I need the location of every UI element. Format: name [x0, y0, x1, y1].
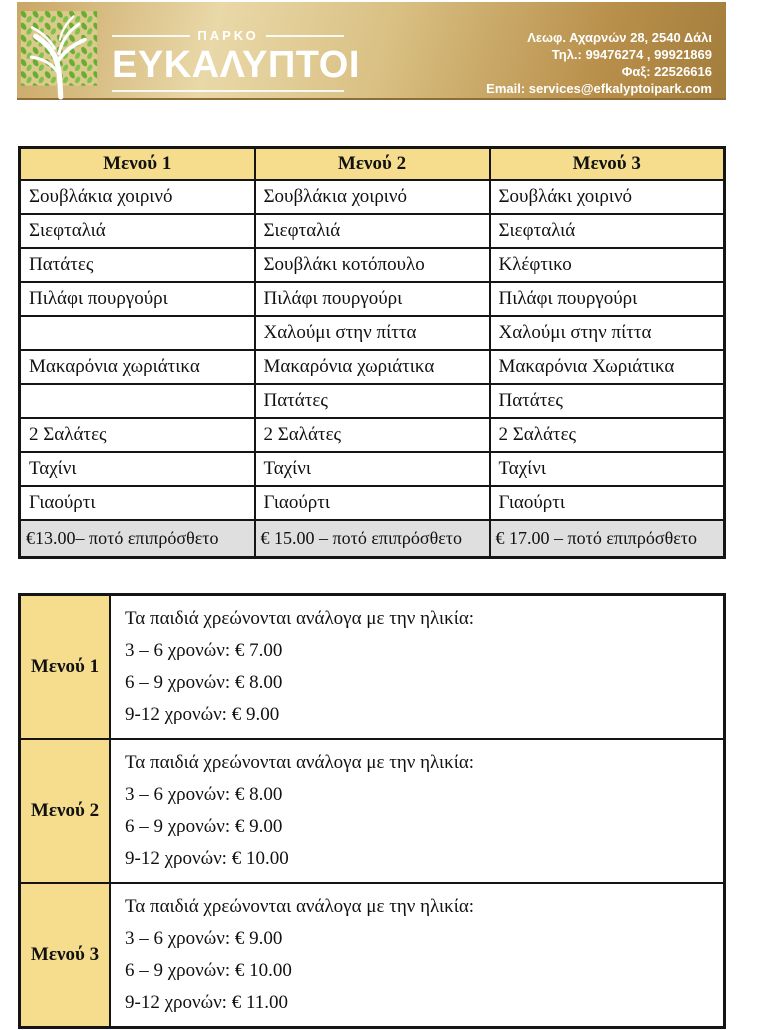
- menu-3-item-cell: Μακαρόνια Χωριάτικα: [490, 350, 725, 384]
- contact-address: Λεωφ. Αχαρνών 28, 2540 Δάλι: [527, 30, 712, 45]
- contact-fax: Φαξ: 22526616: [621, 64, 712, 79]
- menu-2-children-pricing-cell: [110, 739, 725, 883]
- decorative-line-right: [266, 35, 344, 37]
- menu-3-label-cell: Μενού 3: [20, 883, 111, 1028]
- park-name: ΕΥΚΑΛΥΠΤΟΙ: [112, 44, 360, 86]
- menu-3-item-cell: Σιεφταλιά: [490, 214, 725, 248]
- menu-item-row: [20, 248, 725, 282]
- park-label: ΠΑΡΚΟ: [197, 28, 259, 43]
- children-row-menu-2: [20, 739, 725, 883]
- menu-3-header-cell: Μενού 3: [490, 148, 725, 181]
- menu-2-item-cell: Πατάτες: [255, 384, 490, 418]
- age-price-line: 9-12 χρονών: € 9.00: [125, 704, 280, 725]
- menu-item-row: [20, 282, 725, 316]
- menu-item-row: [20, 486, 725, 520]
- menu-item-row: [20, 316, 725, 350]
- menu-item-row: [20, 418, 725, 452]
- age-price-line: 9-12 χρονών: € 10.00: [125, 848, 289, 869]
- menus-header-row: [20, 148, 725, 181]
- menu-1-header-cell: Μενού 1: [20, 148, 255, 181]
- menu-item-row: [20, 350, 725, 384]
- decorative-underline: [112, 90, 344, 92]
- menu-1-item-cell: Πατάτες: [20, 248, 255, 282]
- age-price-line: 3 – 6 χρονών: € 8.00: [125, 784, 283, 805]
- menu-1-item-cell: [20, 316, 255, 350]
- menu-item-row: [20, 452, 725, 486]
- age-price-line: 3 – 6 χρονών: € 9.00: [125, 928, 283, 949]
- price-row: [20, 520, 725, 558]
- age-price-line: 9-12 χρονών: € 11.00: [125, 992, 289, 1013]
- header-banner: [17, 2, 726, 100]
- contact-block: [486, 29, 712, 97]
- menu-3-price-cell: € 17.00 – ποτό επιπρόσθετο: [490, 520, 725, 558]
- menu-3-item-cell: Πιλάφι πουργούρι: [490, 282, 725, 316]
- contact-phone: Τηλ.: 99476274 , 99921869: [551, 47, 712, 62]
- age-price-line: 6 – 9 χρονών: € 8.00: [125, 672, 283, 693]
- menu-2-item-cell: Πιλάφι πουργούρι: [255, 282, 490, 316]
- menu-1-item-cell: Πιλάφι πουργούρι: [20, 282, 255, 316]
- menu-1-item-cell: 2 Σαλάτες: [20, 418, 255, 452]
- park-logo-icon: [20, 8, 98, 100]
- menu-1-item-cell: [20, 384, 255, 418]
- decorative-line-left: [112, 35, 190, 37]
- menu-2-item-cell: Σουβλάκι κοτόπουλο: [255, 248, 490, 282]
- menu-2-item-cell: Σουβλάκια χοιρινό: [255, 180, 490, 214]
- children-row-menu-3: [20, 883, 725, 1028]
- park-label-row: [112, 28, 344, 43]
- age-price-line: 6 – 9 χρονών: € 9.00: [125, 816, 283, 837]
- menu-1-price-cell: €13.00– ποτό επιπρόσθετο: [20, 520, 255, 558]
- menu-2-item-cell: Σιεφταλιά: [255, 214, 490, 248]
- menu-1-item-cell: Σιεφταλιά: [20, 214, 255, 248]
- menu-1-children-pricing-cell: [110, 595, 725, 740]
- menu-1-item-cell: Σουβλάκια χοιρινό: [20, 180, 255, 214]
- menu-1-item-cell: Ταχίνι: [20, 452, 255, 486]
- children-pricing-intro: Τα παιδιά χρεώνονται ανάλογα με την ηλικία:: [125, 896, 475, 917]
- menu-2-item-cell: Γιαούρτι: [255, 486, 490, 520]
- menu-1-label-cell: Μενού 1: [20, 595, 111, 740]
- menu-3-children-pricing-cell: [110, 883, 725, 1028]
- menu-2-header-cell: Μενού 2: [255, 148, 490, 181]
- menus-table: [18, 146, 726, 559]
- menu-3-item-cell: Γιαούρτι: [490, 486, 725, 520]
- menu-3-item-cell: Σουβλάκι χοιρινό: [490, 180, 725, 214]
- children-pricing-intro: Τα παιδιά χρεώνονται ανάλογα με την ηλικία:: [125, 752, 475, 773]
- menu-2-price-cell: € 15.00 – ποτό επιπρόσθετο: [255, 520, 490, 558]
- menu-2-item-cell: Ταχίνι: [255, 452, 490, 486]
- menu-2-item-cell: Μακαρόνια χωριάτικα: [255, 350, 490, 384]
- children-pricing-table: [18, 593, 726, 1029]
- menu-3-item-cell: 2 Σαλάτες: [490, 418, 725, 452]
- menu-1-item-cell: Μακαρόνια χωριάτικα: [20, 350, 255, 384]
- children-row-menu-1: [20, 595, 725, 740]
- children-pricing-intro: Τα παιδιά χρεώνονται ανάλογα με την ηλικία:: [125, 608, 475, 629]
- menu-2-item-cell: Χαλούμι στην πίττα: [255, 316, 490, 350]
- menu-3-item-cell: Πατάτες: [490, 384, 725, 418]
- menu-item-row: [20, 180, 725, 214]
- menu-3-item-cell: Ταχίνι: [490, 452, 725, 486]
- menus-table-body: [20, 180, 725, 520]
- menu-2-item-cell: 2 Σαλάτες: [255, 418, 490, 452]
- contact-email: Email: services@efkalyptoipark.com: [486, 81, 712, 96]
- age-price-line: 3 – 6 χρονών: € 7.00: [125, 640, 283, 661]
- brand-block: [112, 28, 360, 92]
- menu-2-label-cell: Μενού 2: [20, 739, 111, 883]
- menu-3-item-cell: Κλέφτικο: [490, 248, 725, 282]
- age-price-line: 6 – 9 χρονών: € 10.00: [125, 960, 292, 981]
- menu-3-item-cell: Χαλούμι στην πίττα: [490, 316, 725, 350]
- menu-item-row: [20, 214, 725, 248]
- menu-1-item-cell: Γιαούρτι: [20, 486, 255, 520]
- menu-item-row: [20, 384, 725, 418]
